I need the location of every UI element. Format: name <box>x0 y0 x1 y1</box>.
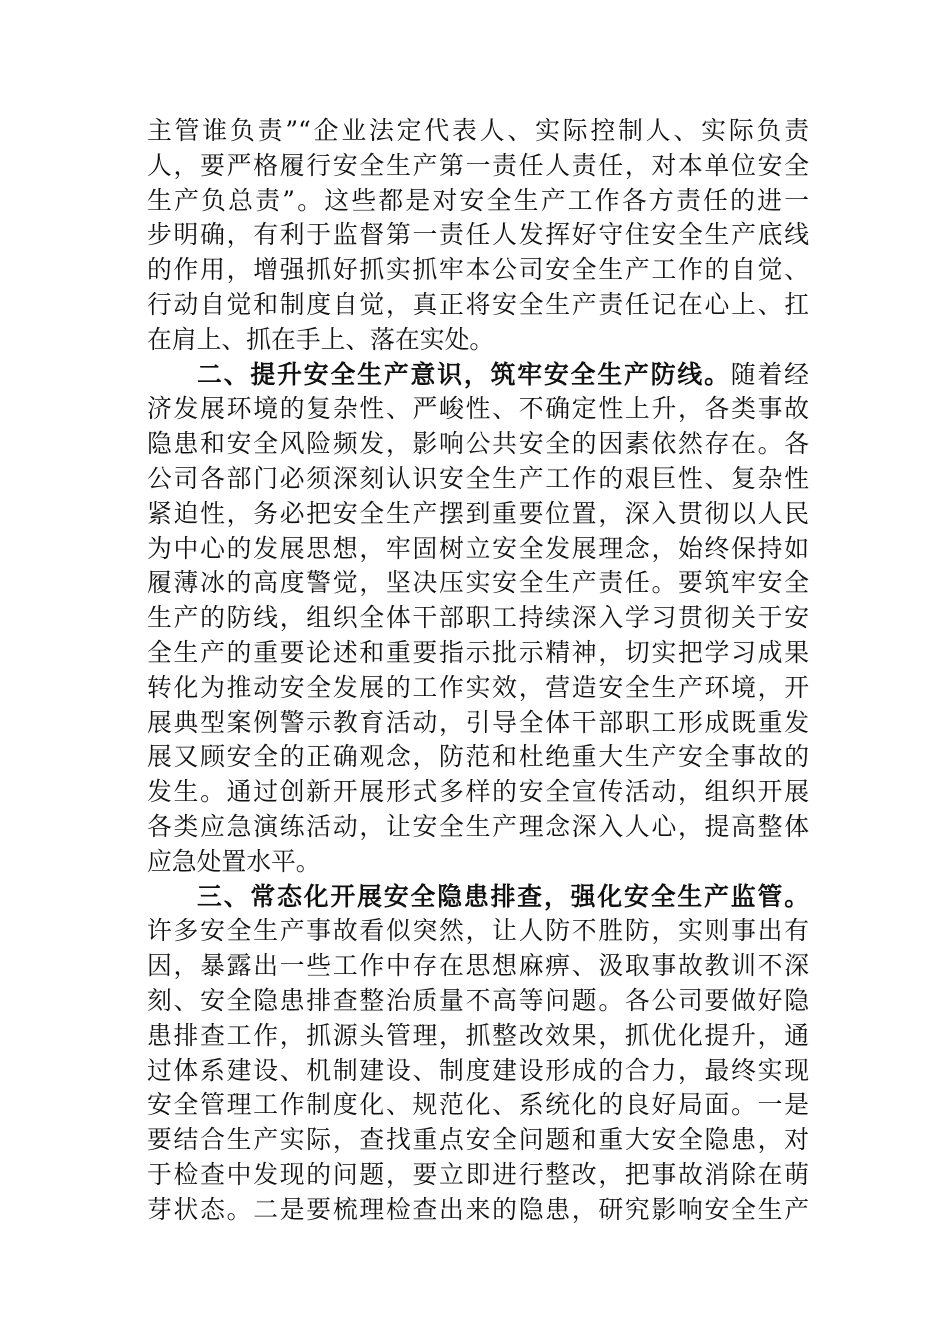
text-line: 为中心的发展思想，牢固树立安全发展理念，始终保持如 <box>147 533 809 563</box>
text-line: 过体系建设、机制建设、制度建设形成的合力，最终实现 <box>147 1055 809 1085</box>
text-line: 隐患和安全风险频发，影响公共安全的因素依然存在。各 <box>147 429 809 459</box>
text-line: 各类应急演练活动，让安全生产理念深入人心，提高整体 <box>147 811 809 841</box>
text-line: 于检查中发现的问题，要立即进行整改，把事故消除在萌 <box>147 1159 809 1189</box>
text-line: 应急处置水平。 <box>147 846 321 876</box>
text-run: 随着经 <box>730 359 809 389</box>
text-line: 紧迫性，务必把安全生产摆到重要位置，深入贯彻以人民 <box>147 498 809 528</box>
text-line: 安全管理工作制度化、规范化、系统化的良好局面。一是 <box>147 1090 809 1120</box>
text-line: 展又顾安全的正确观念，防范和杜绝重大生产安全事故的 <box>147 742 809 772</box>
text-line: 的作用，增强抓好抓实抓牢本公司安全生产工作的自觉、 <box>147 255 809 285</box>
text-line: 刻、安全隐患排查整治质量不高等问题。各公司要做好隐 <box>147 985 809 1015</box>
text-line: 主管谁负责”“企业法定代表人、实际控制人、实际负责 <box>147 116 809 145</box>
paragraph-first-line <box>147 880 809 915</box>
text-line: 芽状态。二是要梳理检查出来的隐患，研究影响安全生产 <box>147 1194 809 1224</box>
text-line: 公司各部门必须深刻认识安全生产工作的艰巨性、复杂性 <box>147 463 809 493</box>
text-line: 转化为推动安全发展的工作实效，营造安全生产环境，开 <box>147 672 809 702</box>
text-line: 生产负总责”。这些都是对安全生产工作各方责任的进一 <box>147 185 809 215</box>
paragraph-first-line <box>147 358 809 393</box>
text-line: 生产的防线，组织全体干部职工持续深入学习贯彻关于安 <box>147 603 809 633</box>
text-line: 许多安全生产事故看似突然，让人防不胜防，实则事出有 <box>147 916 809 946</box>
text-line: 发生。通过创新开展形式多样的安全宣传活动，组织开展 <box>147 777 809 807</box>
document-body <box>147 114 809 1228</box>
text-line: 患排查工作，抓源头管理，抓整改效果，抓优化提升，通 <box>147 1020 809 1050</box>
text-line: 履薄冰的高度警觉，坚决压实安全生产责任。要筑牢安全 <box>147 568 809 598</box>
section-heading: 三、常态化开展安全隐患排查，强化安全生产监管。 <box>197 881 809 911</box>
text-line: 展典型案例警示教育活动，引导全体干部职工形成既重发 <box>147 707 809 737</box>
text-line: 步明确，有利于监督第一责任人发挥好守住安全生产底线 <box>147 220 809 250</box>
text-line: 人，要严格履行安全生产第一责任人责任，对本单位安全 <box>147 150 809 180</box>
text-line: 济发展环境的复杂性、严峻性、不确定性上升，各类事故 <box>147 394 809 424</box>
text-line: 要结合生产实际，查找重点安全问题和重大安全隐患，对 <box>147 1125 809 1155</box>
text-line: 行动自觉和制度自觉，真正将安全生产责任记在心上、扛 <box>147 289 809 319</box>
text-line: 因，暴露出一些工作中存在思想麻痹、汲取事故教训不深 <box>147 951 809 981</box>
section-heading: 二、提升安全生产意识，筑牢安全生产防线。 <box>197 359 731 389</box>
text-line: 全生产的重要论述和重要指示批示精神，切实把学习成果 <box>147 637 809 667</box>
text-line: 在肩上、抓在手上、落在实处。 <box>147 324 495 354</box>
